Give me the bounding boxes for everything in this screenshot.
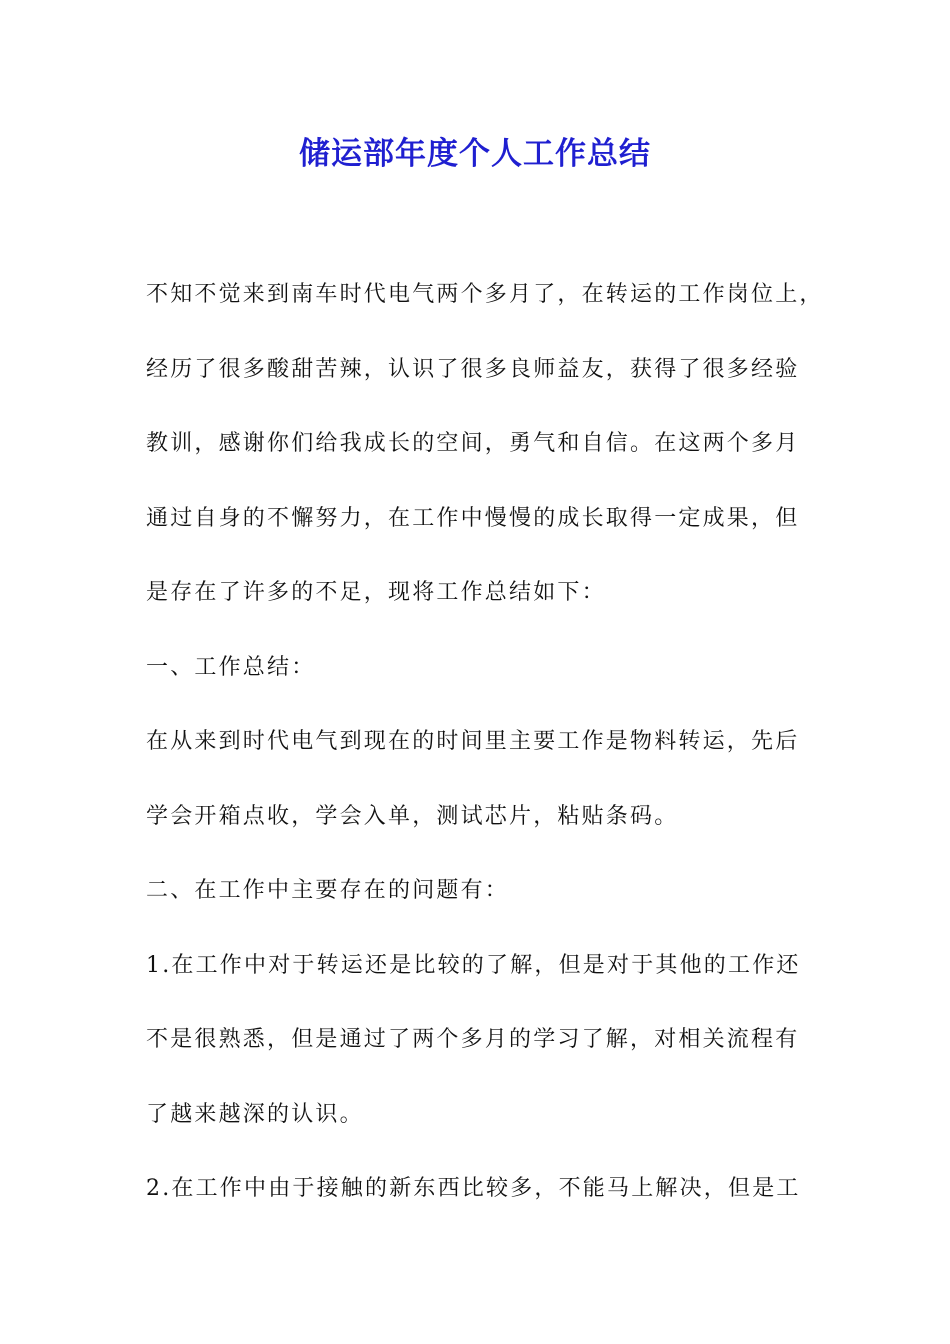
body-line: 学会开箱点收，学会入单，测试芯片，粘贴条码。 <box>146 803 679 829</box>
body-line: 是存在了许多的不足，现将工作总结如下： <box>146 580 606 605</box>
body-line: 在从来到时代电气到现在的时间里主要工作是物料转运，先后 <box>146 729 800 754</box>
body-line: 通过自身的不懈努力，在工作中慢慢的成长取得一定成果，但 <box>146 505 800 531</box>
list-item-2-line: 2.在工作中由于接触的新东西比较多，不能马上解决，但是工 <box>146 1176 801 1201</box>
list-item-1-line: 1.在工作中对于转运还是比较的了解，但是对于其他的工作还 <box>146 952 801 978</box>
body-line: 教训，感谢你们给我成长的空间，勇气和自信。在这两个多月 <box>146 431 800 456</box>
body-line: 不知不觉来到南车时代电气两个多月了，在转运的工作岗位上， <box>146 282 824 307</box>
section-heading-problems: 二、在工作中主要存在的问题有： <box>146 878 510 903</box>
section-heading-work-summary: 一、工作总结： <box>146 654 316 680</box>
list-item-1-line: 了越来越深的认识。 <box>146 1101 364 1127</box>
list-item-1-line: 不是很熟悉，但是通过了两个多月的学习了解，对相关流程有 <box>146 1027 800 1052</box>
document-title: 储运部年度个人工作总结 <box>299 136 651 172</box>
document-body <box>146 258 824 1227</box>
body-line: 经历了很多酸甜苦辣，认识了很多良师益友，获得了很多经验 <box>146 356 800 382</box>
